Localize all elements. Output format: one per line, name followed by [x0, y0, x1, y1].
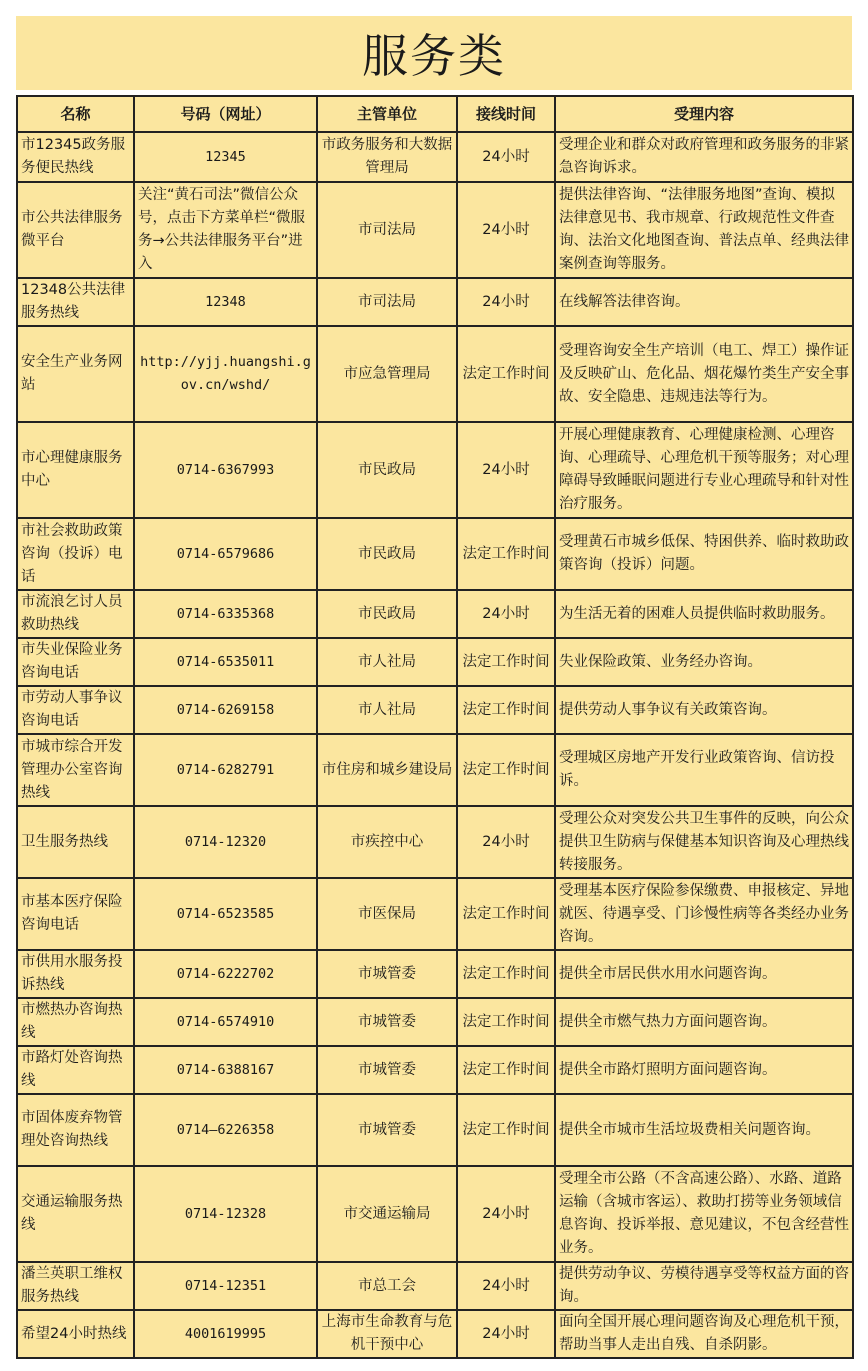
cell-number: 0714-6367993: [134, 422, 317, 518]
cell-name: 市固体废弃物管理处咨询热线: [17, 1094, 134, 1166]
cell-unit: 市司法局: [317, 182, 457, 278]
cell-hours: 法定工作时间: [457, 950, 555, 998]
cell-unit: 市应急管理局: [317, 326, 457, 422]
cell-unit: 市人社局: [317, 686, 457, 734]
cell-number: 0714-6579686: [134, 518, 317, 590]
cell-content: 提供全市居民供水用水问题咨询。: [555, 950, 853, 998]
cell-hours: 法定工作时间: [457, 998, 555, 1046]
header-row: [17, 96, 853, 132]
header-hours: 接线时间: [457, 96, 555, 132]
cell-number: 0714-12320: [134, 806, 317, 878]
header-unit: 主管单位: [317, 96, 457, 132]
table-row: [17, 950, 853, 998]
table-row: [17, 686, 853, 734]
cell-name: 安全生产业务网站: [17, 326, 134, 422]
cell-hours: 24小时: [457, 278, 555, 326]
cell-unit: 市住房和城乡建设局: [317, 734, 457, 806]
cell-number: http://yjj.huangshi.gov.cn/wshd/: [134, 326, 317, 422]
cell-hours: 24小时: [457, 132, 555, 182]
table-row: [17, 1046, 853, 1094]
cell-unit: 市民政局: [317, 422, 457, 518]
cell-hours: 24小时: [457, 422, 555, 518]
cell-name: 12348公共法律服务热线: [17, 278, 134, 326]
cell-unit: 市民政局: [317, 518, 457, 590]
cell-unit: 市政务服务和大数据管理局: [317, 132, 457, 182]
table-row: [17, 590, 853, 638]
table-row: [17, 734, 853, 806]
cell-unit: 市医保局: [317, 878, 457, 950]
cell-number: 0714-12328: [134, 1166, 317, 1262]
cell-content: 提供劳动争议、劳模待遇享受等权益方面的咨询。: [555, 1262, 853, 1310]
cell-unit: 市疾控中心: [317, 806, 457, 878]
cell-hours: 24小时: [457, 806, 555, 878]
cell-number: 0714-6535011: [134, 638, 317, 686]
cell-name: 市社会救助政策咨询（投诉）电话: [17, 518, 134, 590]
cell-content: 在线解答法律咨询。: [555, 278, 853, 326]
table-row: [17, 518, 853, 590]
cell-unit: 市城管委: [317, 1046, 457, 1094]
table-row: [17, 1094, 853, 1166]
cell-unit: 市城管委: [317, 1094, 457, 1166]
cell-content: 受理咨询安全生产培训（电工、焊工）操作证及反映矿山、危化品、烟花爆竹类生产安全事故、安全隐患、违规违法等行为。: [555, 326, 853, 422]
cell-name: 希望24小时热线: [17, 1310, 134, 1358]
cell-hours: 24小时: [457, 590, 555, 638]
cell-content: 受理黄石市城乡低保、特困供养、临时救助政策咨询（投诉）问题。: [555, 518, 853, 590]
cell-content: 提供全市城市生活垃圾费相关问题咨询。: [555, 1094, 853, 1166]
cell-hours: 法定工作时间: [457, 1046, 555, 1094]
cell-name: 市12345政务服务便民热线: [17, 132, 134, 182]
cell-content: 提供全市燃气热力方面问题咨询。: [555, 998, 853, 1046]
service-table: [16, 95, 854, 1359]
table-row: [17, 1262, 853, 1310]
header-name: 名称: [17, 96, 134, 132]
cell-hours: 法定工作时间: [457, 518, 555, 590]
cell-number: 0714-6574910: [134, 998, 317, 1046]
cell-content: 受理企业和群众对政府管理和政务服务的非紧急咨询诉求。: [555, 132, 853, 182]
cell-number: 12348: [134, 278, 317, 326]
cell-hours: 法定工作时间: [457, 1094, 555, 1166]
cell-name: 交通运输服务热线: [17, 1166, 134, 1262]
cell-number: 0714-6388167: [134, 1046, 317, 1094]
table-row: [17, 1166, 853, 1262]
cell-unit: 上海市生命教育与危机干预中心: [317, 1310, 457, 1358]
cell-unit: 市民政局: [317, 590, 457, 638]
cell-number: 0714-6282791: [134, 734, 317, 806]
cell-content: 面向全国开展心理问题咨询及心理危机干预，帮助当事人走出自残、自杀阴影。: [555, 1310, 853, 1358]
table-row: [17, 182, 853, 278]
cell-hours: 24小时: [457, 1310, 555, 1358]
cell-name: 潘兰英职工维权服务热线: [17, 1262, 134, 1310]
cell-name: 市燃热办咨询热线: [17, 998, 134, 1046]
cell-number: 4001619995: [134, 1310, 317, 1358]
cell-hours: 法定工作时间: [457, 638, 555, 686]
cell-name: 市劳动人事争议咨询电话: [17, 686, 134, 734]
page-title: 服务类: [362, 29, 506, 83]
cell-content: 提供全市路灯照明方面问题咨询。: [555, 1046, 853, 1094]
cell-name: 市流浪乞讨人员救助热线: [17, 590, 134, 638]
header-content: 受理内容: [555, 96, 853, 132]
table-row: [17, 326, 853, 422]
header-number: 号码（网址）: [134, 96, 317, 132]
cell-number: 0714-6222702: [134, 950, 317, 998]
cell-name: 市失业保险业务咨询电话: [17, 638, 134, 686]
cell-content: 受理全市公路（不含高速公路）、水路、道路运输（含城市客运）、救助打捞等业务领域信息咨询、投诉举报、意见建议，不包含经营性业务。: [555, 1166, 853, 1262]
cell-hours: 法定工作时间: [457, 878, 555, 950]
table-row: [17, 422, 853, 518]
cell-name: 市心理健康服务中心: [17, 422, 134, 518]
table-row: [17, 1310, 853, 1358]
cell-unit: 市交通运输局: [317, 1166, 457, 1262]
cell-name: 卫生服务热线: [17, 806, 134, 878]
table-row: [17, 998, 853, 1046]
table-row: [17, 878, 853, 950]
cell-number: 关注“黄石司法”微信公众号，点击下方菜单栏“微服务→公共法律服务平台”进入: [134, 182, 317, 278]
title-band: [16, 16, 852, 90]
cell-name: 市公共法律服务微平台: [17, 182, 134, 278]
cell-number: 0714-12351: [134, 1262, 317, 1310]
cell-content: 提供法律咨询、“法律服务地图”查询、模拟法律意见书、我市规章、行政规范性文件查询、法治文化地图查询、普法点单、经典法律案例查询等服务。: [555, 182, 853, 278]
cell-number: 0714-6269158: [134, 686, 317, 734]
cell-content: 为生活无着的困难人员提供临时救助服务。: [555, 590, 853, 638]
cell-name: 市基本医疗保险咨询电话: [17, 878, 134, 950]
cell-hours: 法定工作时间: [457, 326, 555, 422]
cell-unit: 市总工会: [317, 1262, 457, 1310]
cell-number: 12345: [134, 132, 317, 182]
cell-hours: 法定工作时间: [457, 686, 555, 734]
cell-unit: 市城管委: [317, 950, 457, 998]
cell-content: 受理基本医疗保险参保缴费、申报核定、异地就医、待遇享受、门诊慢性病等各类经办业务咨询。: [555, 878, 853, 950]
table-row: [17, 806, 853, 878]
cell-unit: 市城管委: [317, 998, 457, 1046]
cell-name: 市路灯处咨询热线: [17, 1046, 134, 1094]
table-row: [17, 638, 853, 686]
cell-content: 提供劳动人事争议有关政策咨询。: [555, 686, 853, 734]
cell-content: 受理公众对突发公共卫生事件的反映，向公众提供卫生防病与保健基本知识咨询及心理热线转接服务。: [555, 806, 853, 878]
cell-content: 开展心理健康教育、心理健康检测、心理咨询、心理疏导、心理危机干预等服务；对心理障碍导致睡眠问题进行专业心理疏导和针对性治疗服务。: [555, 422, 853, 518]
cell-hours: 24小时: [457, 182, 555, 278]
cell-unit: 市司法局: [317, 278, 457, 326]
cell-hours: 24小时: [457, 1262, 555, 1310]
cell-name: 市城市综合开发管理办公室咨询热线: [17, 734, 134, 806]
cell-content: 受理城区房地产开发行业政策咨询、信访投诉。: [555, 734, 853, 806]
table-row: [17, 132, 853, 182]
cell-unit: 市人社局: [317, 638, 457, 686]
cell-number: 0714-6335368: [134, 590, 317, 638]
table-row: [17, 278, 853, 326]
cell-number: 0714—6226358: [134, 1094, 317, 1166]
cell-name: 市供用水服务投诉热线: [17, 950, 134, 998]
cell-hours: 法定工作时间: [457, 734, 555, 806]
cell-number: 0714-6523585: [134, 878, 317, 950]
cell-hours: 24小时: [457, 1166, 555, 1262]
cell-content: 失业保险政策、业务经办咨询。: [555, 638, 853, 686]
